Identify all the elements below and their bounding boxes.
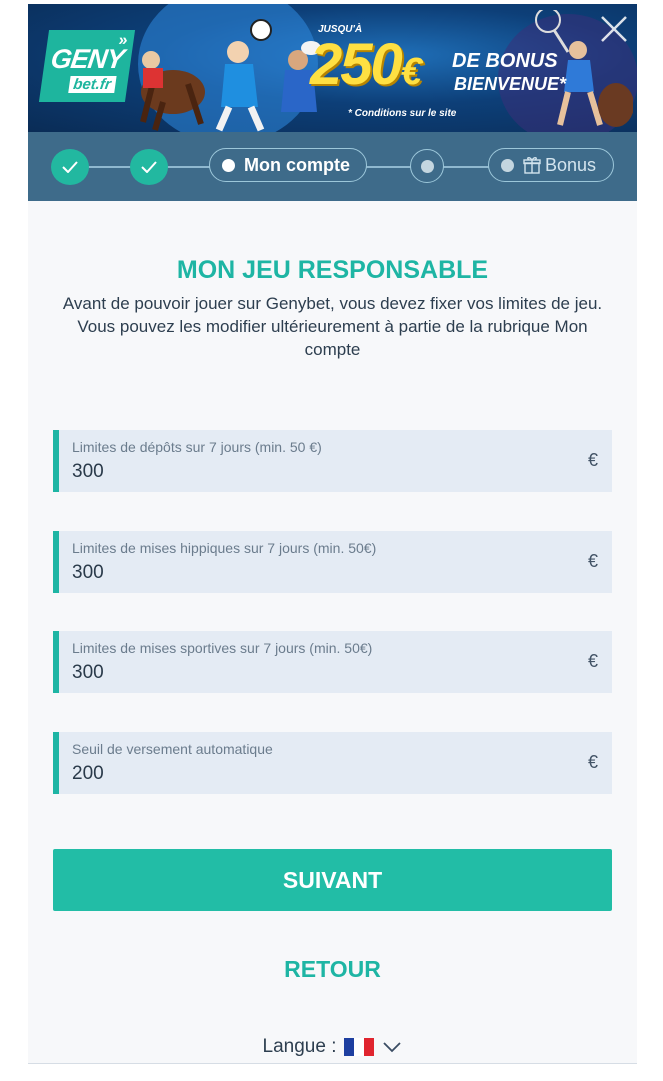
chevron-down-icon[interactable] [382, 1041, 402, 1053]
step-upcoming [410, 149, 444, 183]
step-completed-2 [130, 149, 168, 185]
genybet-logo [39, 30, 135, 102]
field-label: Limites de mises sportives sur 7 jours (min. 50€) [72, 640, 373, 656]
deposit-limit-input[interactable] [72, 461, 552, 483]
language-label: Langue : [262, 1036, 337, 1057]
logo-text: GENY [48, 44, 126, 74]
euro-icon: € [587, 450, 598, 470]
step-bonus-label: Bonus [545, 154, 597, 175]
intro-line-2: Vous pouvez les modifier ultérieurement à partie de la rubrique Mon compte [77, 317, 588, 359]
field-label: Limites de dépôts sur 7 jours (min. 50 €) [72, 439, 322, 455]
sports-bets-limit-field[interactable] [53, 631, 612, 693]
step-completed-1 [51, 149, 89, 185]
horse-bets-limit-field[interactable] [53, 531, 612, 593]
next-button[interactable]: SUIVANT [53, 849, 612, 911]
registration-modal [28, 4, 637, 1064]
horse-bets-limit-input[interactable] [72, 562, 552, 584]
language-selector[interactable] [28, 1036, 637, 1058]
gift-icon [523, 156, 541, 174]
step-bonus [488, 148, 614, 182]
step-dot-icon [501, 159, 514, 172]
france-flag-icon[interactable] [344, 1038, 374, 1056]
promo-line1: DE BONUS [452, 50, 558, 72]
deposit-limit-field[interactable] [53, 430, 612, 492]
field-label: Seuil de versement automatique [72, 741, 273, 757]
chevrons-icon: » [117, 32, 129, 49]
promo-line2: BIENVENUE* [454, 74, 567, 94]
athletes-illustration [133, 12, 328, 132]
promo-banner [28, 4, 637, 132]
divider [28, 1063, 637, 1064]
intro-text [48, 292, 617, 361]
euro-icon: € [587, 651, 598, 671]
step-current [209, 148, 367, 182]
intro-line-1: Avant de pouvoir jouer sur Genybet, vous devez fixer vos limites de jeu. [62, 294, 603, 313]
logo-subtext: bet.fr [68, 76, 116, 93]
promo-amount: 250€ [310, 32, 420, 97]
progress-stepper [28, 132, 637, 201]
auto-payout-threshold-field[interactable] [53, 732, 612, 794]
sports-bets-limit-input[interactable] [72, 662, 552, 684]
page-title: MON JEU RESPONSABLE [176, 256, 489, 284]
step-dot-icon [421, 160, 434, 173]
auto-payout-threshold-input[interactable] [72, 763, 552, 785]
check-icon [62, 161, 78, 173]
euro-icon: € [587, 752, 598, 772]
check-icon [141, 161, 157, 173]
field-label: Limites de mises hippiques sur 7 jours (min. 50€) [72, 540, 377, 556]
back-button[interactable]: RETOUR [284, 956, 381, 982]
euro-icon: € [587, 551, 598, 571]
step-current-label: Mon compte [244, 154, 350, 175]
close-icon[interactable] [599, 14, 629, 44]
step-dot-icon [222, 159, 235, 172]
promo-conditions: * Conditions sur le site [348, 108, 457, 119]
promo-prefix: JUSQU'À [318, 24, 363, 35]
